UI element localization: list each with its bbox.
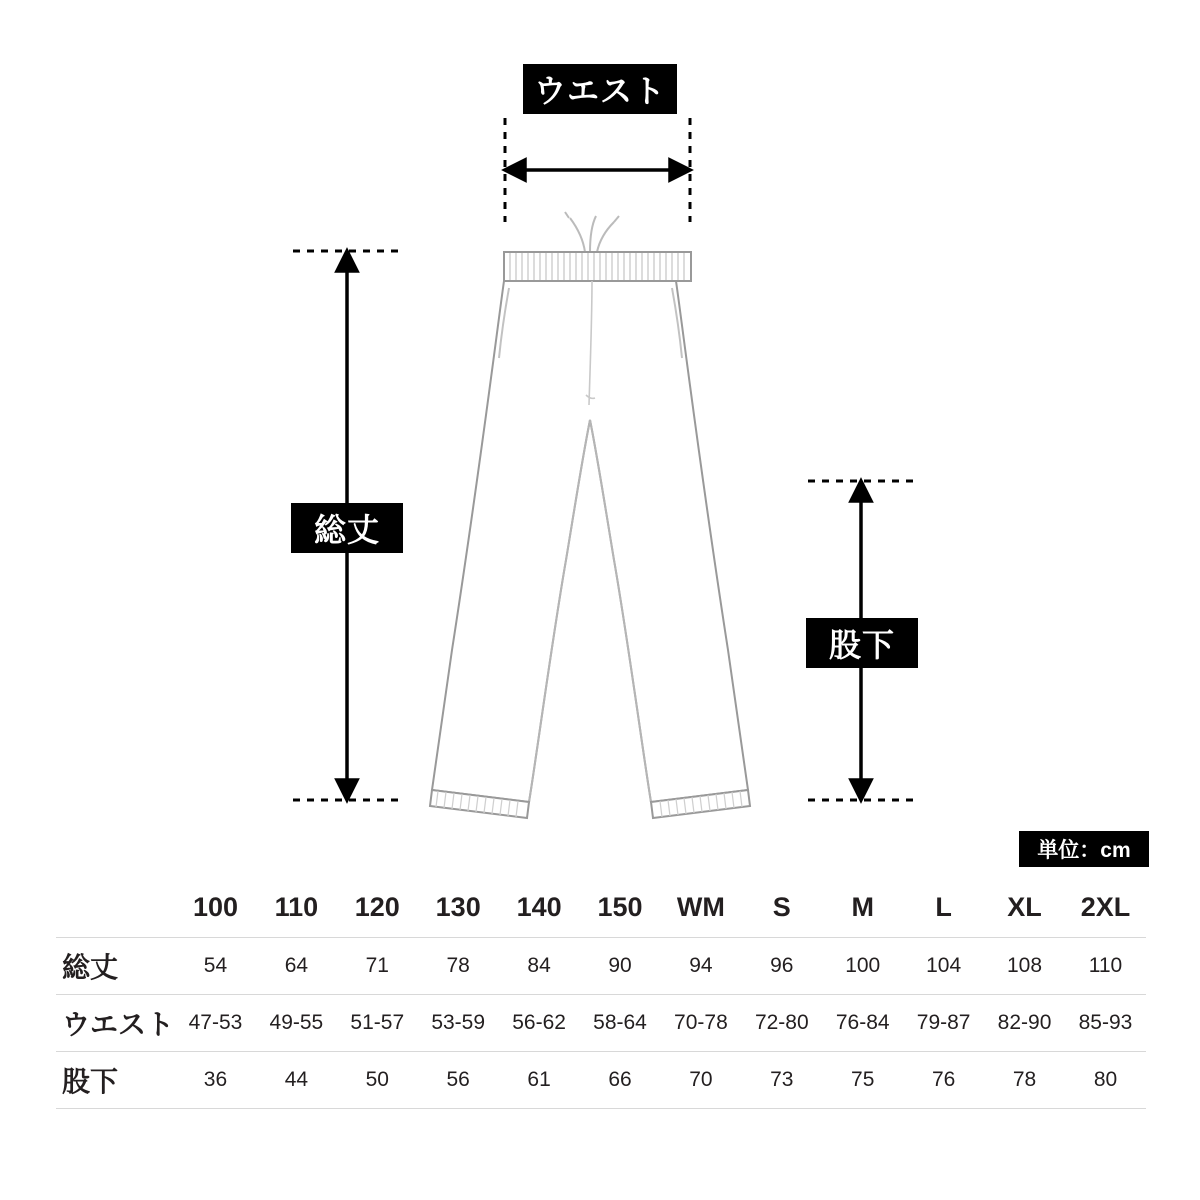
drawstring xyxy=(565,212,619,252)
table-cell: 90 xyxy=(608,954,632,977)
table-cell: 56 xyxy=(446,1068,470,1091)
label-unit: 単位：cm xyxy=(1019,831,1149,867)
label-total-length: 総丈 xyxy=(291,503,403,553)
table-cell: 78 xyxy=(446,954,470,977)
table-header-row xyxy=(56,880,1146,938)
table-row xyxy=(56,938,1146,995)
table-cell: 75 xyxy=(851,1068,875,1091)
table-cell: 58-64 xyxy=(593,1011,647,1034)
table-cell: 72-80 xyxy=(754,1011,809,1034)
column-header: 140 xyxy=(516,892,562,922)
table-cell: 96 xyxy=(770,954,794,977)
table-cell: 70-78 xyxy=(674,1011,728,1034)
table-cell: 76 xyxy=(931,1068,956,1091)
table-row xyxy=(56,995,1146,1052)
row-header: 総丈 xyxy=(62,952,119,983)
column-header: 2XL xyxy=(1080,892,1131,922)
table-cell: 51-57 xyxy=(350,1011,405,1034)
pants-illustration xyxy=(430,212,750,818)
waistband xyxy=(504,252,691,281)
table-cell: 50 xyxy=(365,1068,389,1091)
table-cell: 56-62 xyxy=(512,1011,566,1034)
column-header: L xyxy=(935,892,952,922)
column-header: 150 xyxy=(597,892,643,922)
table-cell: 84 xyxy=(527,954,551,977)
table-cell: 73 xyxy=(770,1068,794,1091)
label-inseam: 股下 xyxy=(806,618,918,668)
table-cell: 47-53 xyxy=(188,1011,243,1034)
size-table-head xyxy=(56,880,1146,938)
table-cell: 49-55 xyxy=(269,1011,324,1034)
size-table xyxy=(56,880,1146,1109)
table-corner-cell xyxy=(56,880,175,938)
column-header: XL xyxy=(1007,892,1042,922)
table-cell: 104 xyxy=(926,954,962,977)
table-cell: 53-59 xyxy=(431,1011,486,1034)
table-cell: 70 xyxy=(689,1068,713,1091)
table-cell: 82-90 xyxy=(997,1011,1052,1034)
table-cell: 76-84 xyxy=(835,1011,890,1034)
table-cell: 100 xyxy=(845,954,881,977)
label-waist: ウエスト xyxy=(523,64,677,114)
table-cell: 44 xyxy=(284,1068,309,1091)
table-cell: 80 xyxy=(1093,1068,1118,1091)
table-cell: 61 xyxy=(527,1068,551,1091)
table-row xyxy=(56,1052,1146,1109)
row-header: 股下 xyxy=(62,1066,119,1097)
table-cell: 85-93 xyxy=(1078,1011,1133,1034)
column-header: WM xyxy=(676,892,725,922)
column-header: 110 xyxy=(274,892,319,922)
table-cell: 71 xyxy=(365,954,389,977)
column-header: 130 xyxy=(435,892,481,922)
table-cell: 66 xyxy=(608,1068,632,1091)
waist-arrow xyxy=(505,160,690,180)
table-cell: 108 xyxy=(1007,954,1043,977)
table-cell: 78 xyxy=(1012,1068,1037,1091)
table-cell: 110 xyxy=(1088,954,1123,977)
table-cell: 79-87 xyxy=(916,1011,971,1034)
column-header: 100 xyxy=(192,892,238,922)
row-header: ウエスト xyxy=(62,1009,175,1040)
column-header: 120 xyxy=(354,892,400,922)
table-cell: 54 xyxy=(203,954,228,977)
column-header: M xyxy=(851,892,874,922)
column-header: S xyxy=(772,892,791,922)
table-cell: 36 xyxy=(203,1068,228,1091)
table-cell: 94 xyxy=(689,954,713,977)
table-cell: 64 xyxy=(284,954,309,977)
size-table-body xyxy=(56,938,1146,1109)
